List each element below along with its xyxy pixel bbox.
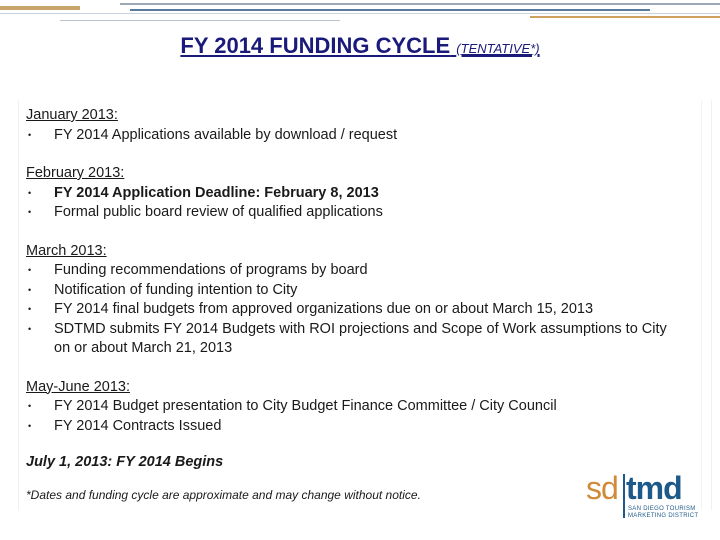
list-item bbox=[26, 203, 686, 223]
section-heading: May-June 2013: bbox=[26, 378, 130, 395]
section-january bbox=[26, 106, 686, 145]
logo-tmd: tmd bbox=[626, 470, 682, 506]
logo-sd: sd bbox=[586, 470, 618, 506]
schedule-content bbox=[26, 106, 686, 473]
bullet-icon: • bbox=[28, 187, 32, 198]
item-text: Formal public board review of qualified applications bbox=[54, 204, 383, 220]
footnote: *Dates and funding cycle are approximate and may change without notice. bbox=[26, 488, 421, 502]
decor-rail bbox=[711, 100, 712, 510]
list-item bbox=[26, 300, 686, 320]
item-text: SDTMD submits FY 2014 Budgets with ROI projections and Scope of Work assumptions to City on or about March 21, 2013 bbox=[54, 320, 667, 356]
list-item bbox=[26, 320, 686, 359]
page-title bbox=[0, 33, 720, 59]
section-march bbox=[26, 242, 686, 359]
section-february bbox=[26, 164, 686, 223]
section-heading: February 2013: bbox=[26, 165, 125, 181]
bullet-icon: • bbox=[28, 420, 32, 431]
decor-stripe bbox=[530, 16, 720, 18]
item-text: FY 2014 Contracts Issued bbox=[54, 417, 222, 434]
logo-tagline-2: MARKETING DISTRICT bbox=[628, 513, 699, 519]
list-item bbox=[26, 397, 686, 417]
decor-rail bbox=[701, 100, 702, 510]
decor-stripe bbox=[0, 6, 80, 10]
bullet-icon: • bbox=[28, 265, 32, 275]
title-main: FY 2014 FUNDING CYCLE bbox=[180, 33, 451, 58]
item-text: FY 2014 final budgets from approved organizations due on or about March 15, 2013 bbox=[54, 301, 594, 317]
sdtmd-logo bbox=[586, 470, 706, 520]
item-text: Funding recommendations of programs by board bbox=[54, 262, 368, 278]
list-item bbox=[26, 281, 686, 301]
list-item bbox=[26, 417, 686, 437]
item-text: FY 2014 Budget presentation to City Budget Finance Committee / City Council bbox=[54, 398, 557, 414]
decor-rail bbox=[18, 100, 19, 510]
section-may-june bbox=[26, 378, 686, 437]
item-text: FY 2014 Application Deadline: February 8, 2013 bbox=[54, 184, 379, 201]
item-text: FY 2014 Applications available by download / request bbox=[54, 126, 398, 143]
bullet-icon: • bbox=[28, 129, 32, 140]
fiscal-year-begins: July 1, 2013: FY 2014 Begins bbox=[26, 454, 224, 470]
section-heading: March 2013: bbox=[26, 242, 107, 259]
decor-stripe bbox=[120, 3, 720, 5]
logo-divider bbox=[623, 474, 625, 518]
bullet-icon: • bbox=[28, 284, 32, 295]
title-note: (TENTATIVE*) bbox=[456, 41, 540, 56]
bullet-icon: • bbox=[28, 323, 32, 334]
list-item bbox=[26, 261, 686, 281]
bullet-icon: • bbox=[28, 401, 32, 411]
section-heading: January 2013: bbox=[26, 107, 118, 123]
list-item bbox=[26, 184, 686, 204]
list-item bbox=[26, 126, 686, 146]
item-text: Notification of funding intention to City bbox=[54, 281, 298, 298]
decor-stripe bbox=[0, 13, 720, 14]
bullet-icon: • bbox=[28, 304, 32, 314]
decor-stripe bbox=[130, 9, 650, 11]
bullet-icon: • bbox=[28, 207, 32, 217]
logo-tagline-1: SAN DIEGO TOURISM bbox=[628, 506, 696, 512]
decor-stripe bbox=[60, 20, 340, 21]
